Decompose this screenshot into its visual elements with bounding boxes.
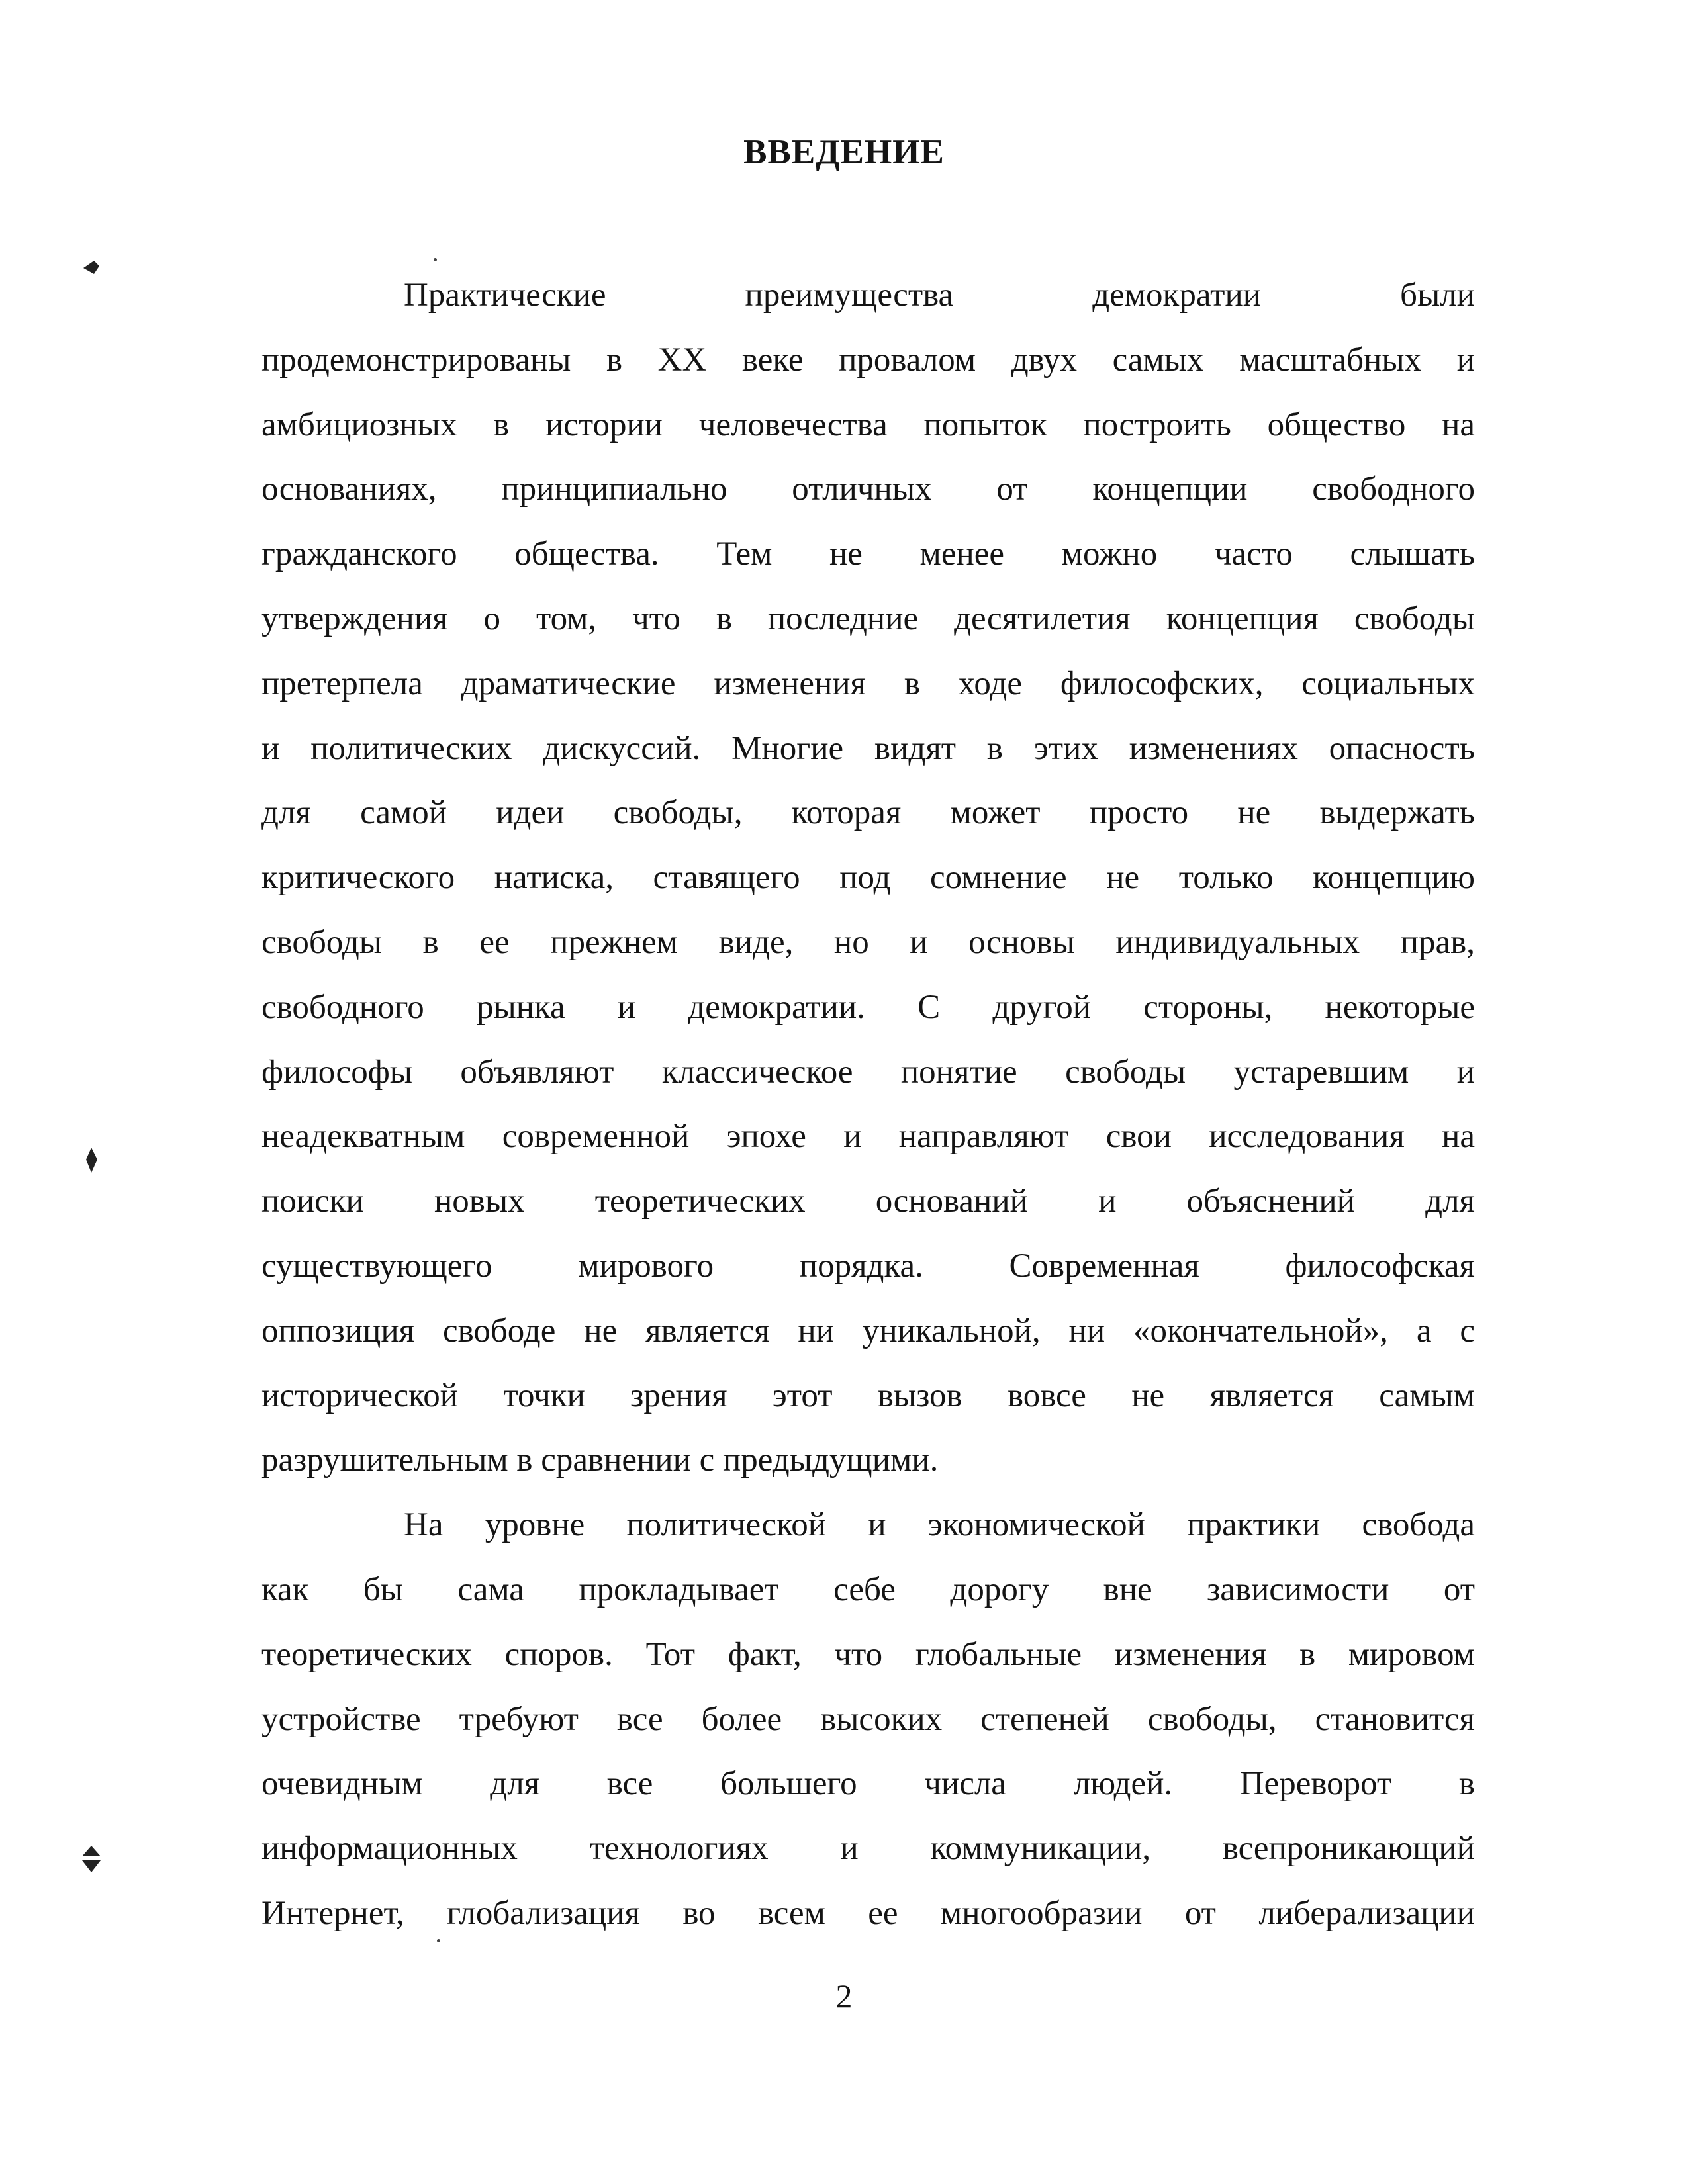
page-number: 2: [835, 1978, 853, 2015]
text-line: для самой идеи свободы, которая может просто не выдержать: [261, 794, 1475, 832]
text-line: и политических дискуссий. Многие видят в этих изменениях опасность: [261, 729, 1475, 767]
scan-mark-icon: [78, 1843, 105, 1876]
text-line: На уровне политической и экономической практики свобода: [404, 1506, 1475, 1544]
text-line: теоретических споров. Тот факт, что глобальные изменения в мировом: [261, 1635, 1475, 1673]
text-line: Интернет, глобализация во всем ее многообразии от либерализации: [261, 1894, 1475, 1932]
text-line: философы объявляют классическое понятие свободы устаревшим и: [261, 1053, 1475, 1091]
text-line: поиски новых теоретических оснований и объяснений для: [261, 1183, 1475, 1220]
text-line: исторической точки зрения этот вызов вовсе не является самым: [261, 1377, 1475, 1414]
text-line: Практические преимущества демократии были: [404, 277, 1475, 314]
text-line: амбициозных в истории человечества попыток построить общество на: [261, 406, 1475, 443]
text-line: очевидным для все большего числа людей. Переворот в: [261, 1765, 1475, 1803]
text-line: свободы в ее прежнем виде, но и основы индивидуальных прав,: [261, 923, 1475, 961]
text-line: разрушительным в сравнении с предыдущими.: [261, 1441, 939, 1479]
text-line: продемонстрированы в XX веке провалом двух самых масштабных и: [261, 341, 1475, 379]
body-text: [261, 263, 1475, 1946]
text-line: утверждения о том, что в последние десятилетия концепция свободы: [261, 600, 1475, 637]
text-line: как бы сама прокладывает себе дорогу вне зависимости от: [261, 1570, 1475, 1608]
text-line: свободного рынка и демократии. С другой стороны, некоторые: [261, 988, 1475, 1026]
text-line: претерпела драматические изменения в ходе философских, социальных: [261, 664, 1475, 702]
page-title: ВВЕДЕНИЕ: [743, 133, 945, 171]
text-line: неадекватным современной эпохе и направляют свои исследования на: [261, 1118, 1475, 1156]
text-line: устройстве требуют все более высоких степеней свободы, становится: [261, 1700, 1475, 1738]
scan-mark-icon: [78, 1144, 105, 1177]
text-line: существующего мирового порядка. Современная философская: [261, 1247, 1475, 1285]
scan-mark-icon: [78, 251, 105, 285]
text-line: оппозиция свободе не является ни уникальной, ни «окончательной», а с: [261, 1312, 1475, 1349]
text-line: основаниях, принципиально отличных от концепции свободного: [261, 471, 1475, 508]
scan-speck: [434, 258, 437, 261]
text-line: критического натиска, ставящего под сомнение не только концепцию: [261, 859, 1475, 897]
text-line: информационных технологиях и коммуникации, всепроникающий: [261, 1830, 1475, 1868]
text-line: гражданского общества. Тем не менее можно часто слышать: [261, 535, 1475, 573]
